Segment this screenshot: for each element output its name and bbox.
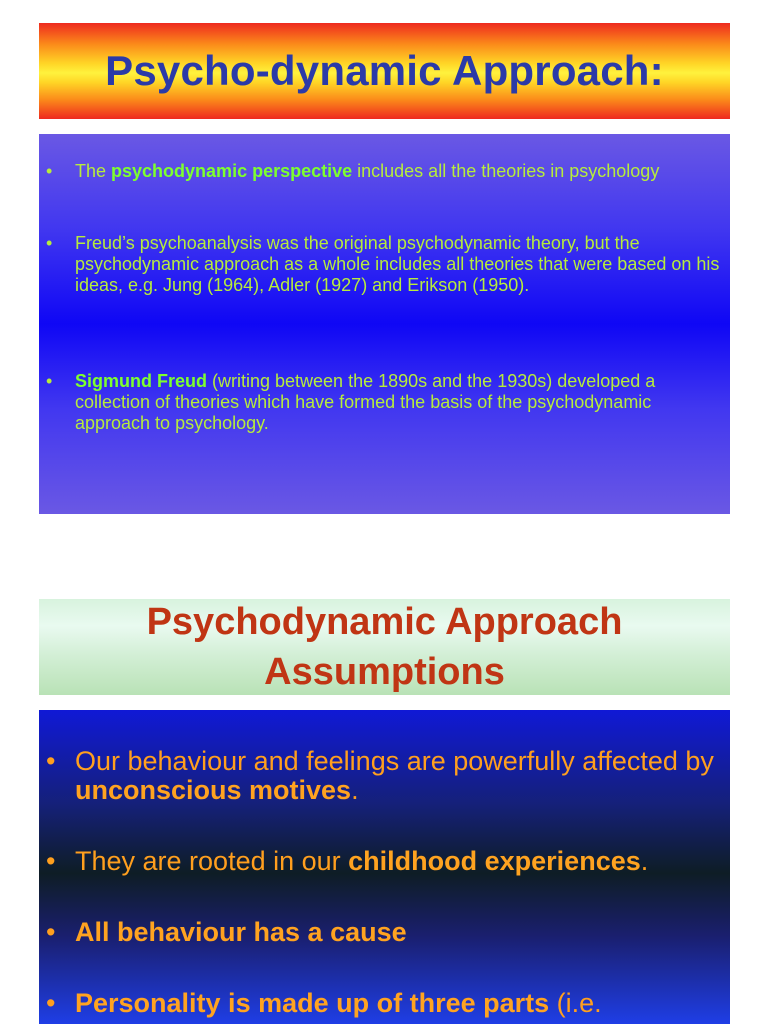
bullet-text: (writing between the 1890s and the 1930s) developed a collection of theories which have formed the basis of the psychodynamic approach to psychology. — [75, 371, 656, 433]
bullet-bold: All behaviour has a cause — [75, 917, 407, 947]
slide2-title-line2: Assumptions — [264, 651, 505, 693]
slide2-bullet-4 — [46, 988, 723, 1018]
bullet-text: (i.e. — [549, 988, 602, 1018]
slide1-bullet-1 — [46, 161, 723, 182]
bullet-text: The — [75, 161, 112, 181]
bullet-text: Freud’s psychoanalysis was the original psychodynamic theory, but the psychodynamic approach as a whole includes all theories that were based on his ideas, e.g. Jung (1964), Adler (1927) and Erikson (1950). — [75, 233, 720, 295]
bullet-text: They are rooted in our — [75, 846, 349, 876]
bullet-dot: • — [46, 917, 56, 947]
slide1-title-banner — [39, 23, 730, 119]
slide2-title-banner — [39, 599, 730, 695]
slide2-body — [39, 710, 730, 1024]
slide1-body — [39, 134, 730, 514]
bullet-bold: unconscious motives — [75, 775, 352, 805]
bullet-text: . — [351, 775, 359, 805]
bullet-text: includes all the theories in psychology — [352, 161, 660, 181]
slide1-title: Psycho-dynamic Approach: — [105, 47, 664, 94]
slide2-title-line1: Psychodynamic Approach — [146, 601, 623, 643]
slide2-title — [147, 597, 623, 697]
bullet-dot: • — [46, 746, 56, 776]
bullet-bold: childhood experiences — [348, 846, 641, 876]
bullet-text: Our behaviour and feelings are powerfully affected by — [75, 746, 714, 776]
bullet-dot: • — [46, 988, 56, 1018]
bullet-dot: • — [46, 233, 53, 253]
bullet-bold: Personality is made up of three parts — [75, 988, 550, 1018]
slide1-bullet-2 — [46, 233, 723, 296]
slide2-bullet-3 — [46, 917, 723, 947]
bullet-dot: • — [46, 371, 53, 391]
slide2-bullet-2 — [46, 846, 723, 876]
bullet-dot: • — [46, 161, 53, 181]
bullet-dot: • — [46, 846, 56, 876]
slide2-bullet-1 — [46, 746, 723, 805]
bullet-highlight: Sigmund Freud — [75, 371, 207, 391]
slide1-bullet-3 — [46, 371, 723, 434]
bullet-highlight: psychodynamic perspective — [111, 161, 353, 181]
bullet-text: . — [640, 846, 649, 876]
